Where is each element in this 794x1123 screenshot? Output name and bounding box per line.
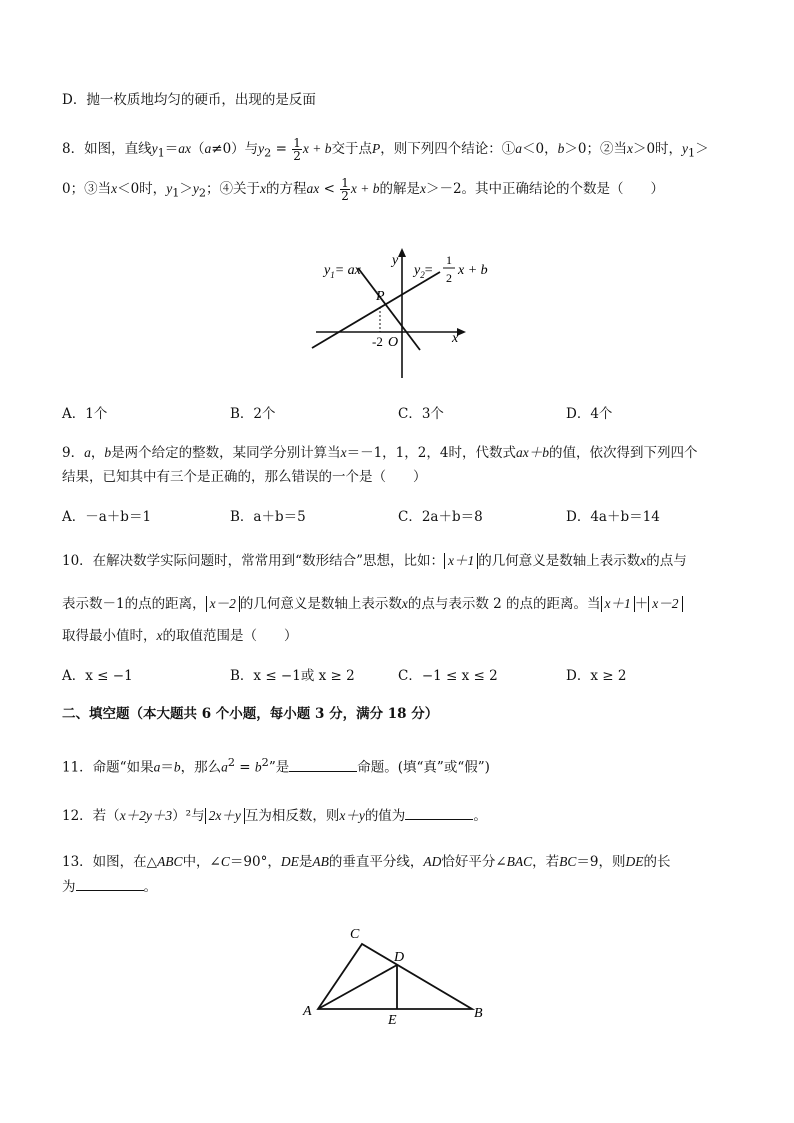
x-axis-label: x [452,331,459,346]
q7-option-d: D．抛一枚质地均匀的硬币，出现的是反面 [62,92,316,108]
vertex-a-label: A [303,1004,312,1019]
q13-answer-blank[interactable] [76,876,144,891]
q9-options [62,507,742,527]
q10-option-c[interactable]: C．−1 ≤ x ≤ 2 [398,668,498,684]
point-e-label: E [388,1013,397,1028]
q8-line-2: 0；③当x＜0时，$y_1>y_2$；④关于x的方程ax < $\frac{1}{2}$ x + b的解是x＞－2。其中正确结论的个数是（ ） [62,176,665,203]
origin-label: O [388,335,399,350]
abs-x-minus-2: x－2 [206,596,240,612]
vertex-b-label: B [474,1006,483,1021]
q10-options [62,666,742,686]
vertex-c-label: C [350,927,360,942]
y-axis-arrow-icon [398,248,406,257]
q10-line-1: 10．在解决数学实际问题时，常常用到“数形结合”思想，比如： x＋1 的几何意义是数轴上表示数x的点与 [62,553,687,569]
y2-label: $y_2=$ [414,263,433,280]
q9-option-b[interactable]: B．a＋b＝5 [230,509,306,525]
q12-line: 12．若（x＋2y＋3）²与 2x＋y 互为相反数，则x＋y的值为 。 [62,805,487,826]
abs-x-plus-1-b: x＋1 [601,596,635,612]
fraction-half-2: $\frac{1}{2}$ [341,176,349,203]
fraction-half: $\frac{1}{2}$ [293,136,301,163]
q8-line-1: 8．如图，直线$y_1=ax(a\ne 0)$与$y_2$ = $\frac{1}{2}$ x + b交于点P，则下列四个结论：①a＜0，b＞0；②当x＞0时，$y_1>$ [62,136,709,163]
q8-option-c[interactable]: C．3个 [398,406,444,422]
q9-line-1: 9．a，b是两个给定的整数，某同学分别计算当x＝－1，1，2，4时，代数式ax＋b的值，依次得到下列四个 [62,445,698,461]
q11-answer-blank[interactable] [289,757,357,772]
q10-line-3: 取得最小值时，x的取值范围是（ ） [62,628,298,644]
q9-line-2: 结果，已知其中有三个是正确的，那么错误的一个是（ ） [62,469,427,485]
segment-ad [318,965,397,1009]
q13-line-2: 为 。 [62,876,157,897]
abs-2x-plus-y: 2x＋y [205,808,245,824]
x-axis-arrow-icon [457,328,466,336]
q11-line: 11．命题“如果a＝b，那么$a^2 = b^2$”是 命题。(填“真”或“假”) [62,756,490,776]
q12-answer-blank[interactable] [405,805,473,820]
q8-options [62,404,742,424]
q8-option-b[interactable]: B．2个 [230,406,276,422]
abs-x-minus-2-b: x－2 [648,596,682,612]
q10-line-2: 表示数－1的点的距离， x－2 的几何意义是数轴上表示数x的点与表示数 2 的点的距离。当 x＋1 ＋ x－2 [62,594,683,614]
q10-option-b[interactable]: B．x ≤ −1或 x ≥ 2 [230,668,355,684]
q10-option-d[interactable]: D．x ≥ 2 [566,668,627,684]
y2-frac-den: 2 [446,271,452,285]
q13-line-1: 13．如图，在△ABC中，∠C＝90°，DE是AB的垂直平分线，AD恰好平分∠BAC，若BC＝9，则DE的长 [62,854,671,870]
q13-figure [296,920,496,1030]
neg2-label: -2 [372,334,383,349]
q9-option-a[interactable]: A．－a＋b＝1 [62,509,152,525]
y2-frac-num: 1 [446,253,452,267]
y-axis-label: y [392,253,399,268]
y2-rhs: x + b [458,263,488,278]
q8-figure [300,238,488,386]
q8-option-a[interactable]: A．1个 [62,406,108,422]
q8-option-d[interactable]: D．4个 [566,406,613,422]
q9-option-c[interactable]: C．2a＋b＝8 [398,509,483,525]
point-d-label: D [394,950,405,965]
point-p-label: P [376,289,385,304]
y1-label: $y_1=$ ax [324,263,361,280]
abs-x-plus-1: x＋1 [444,553,478,569]
q10-option-a[interactable]: A．x ≤ −1 [62,668,133,684]
q9-option-d[interactable]: D．4a＋b＝14 [566,509,660,525]
section-2-title: 二、填空题（本大题共 6 个小题，每小题 3 分，满分 18 分） [62,706,439,722]
